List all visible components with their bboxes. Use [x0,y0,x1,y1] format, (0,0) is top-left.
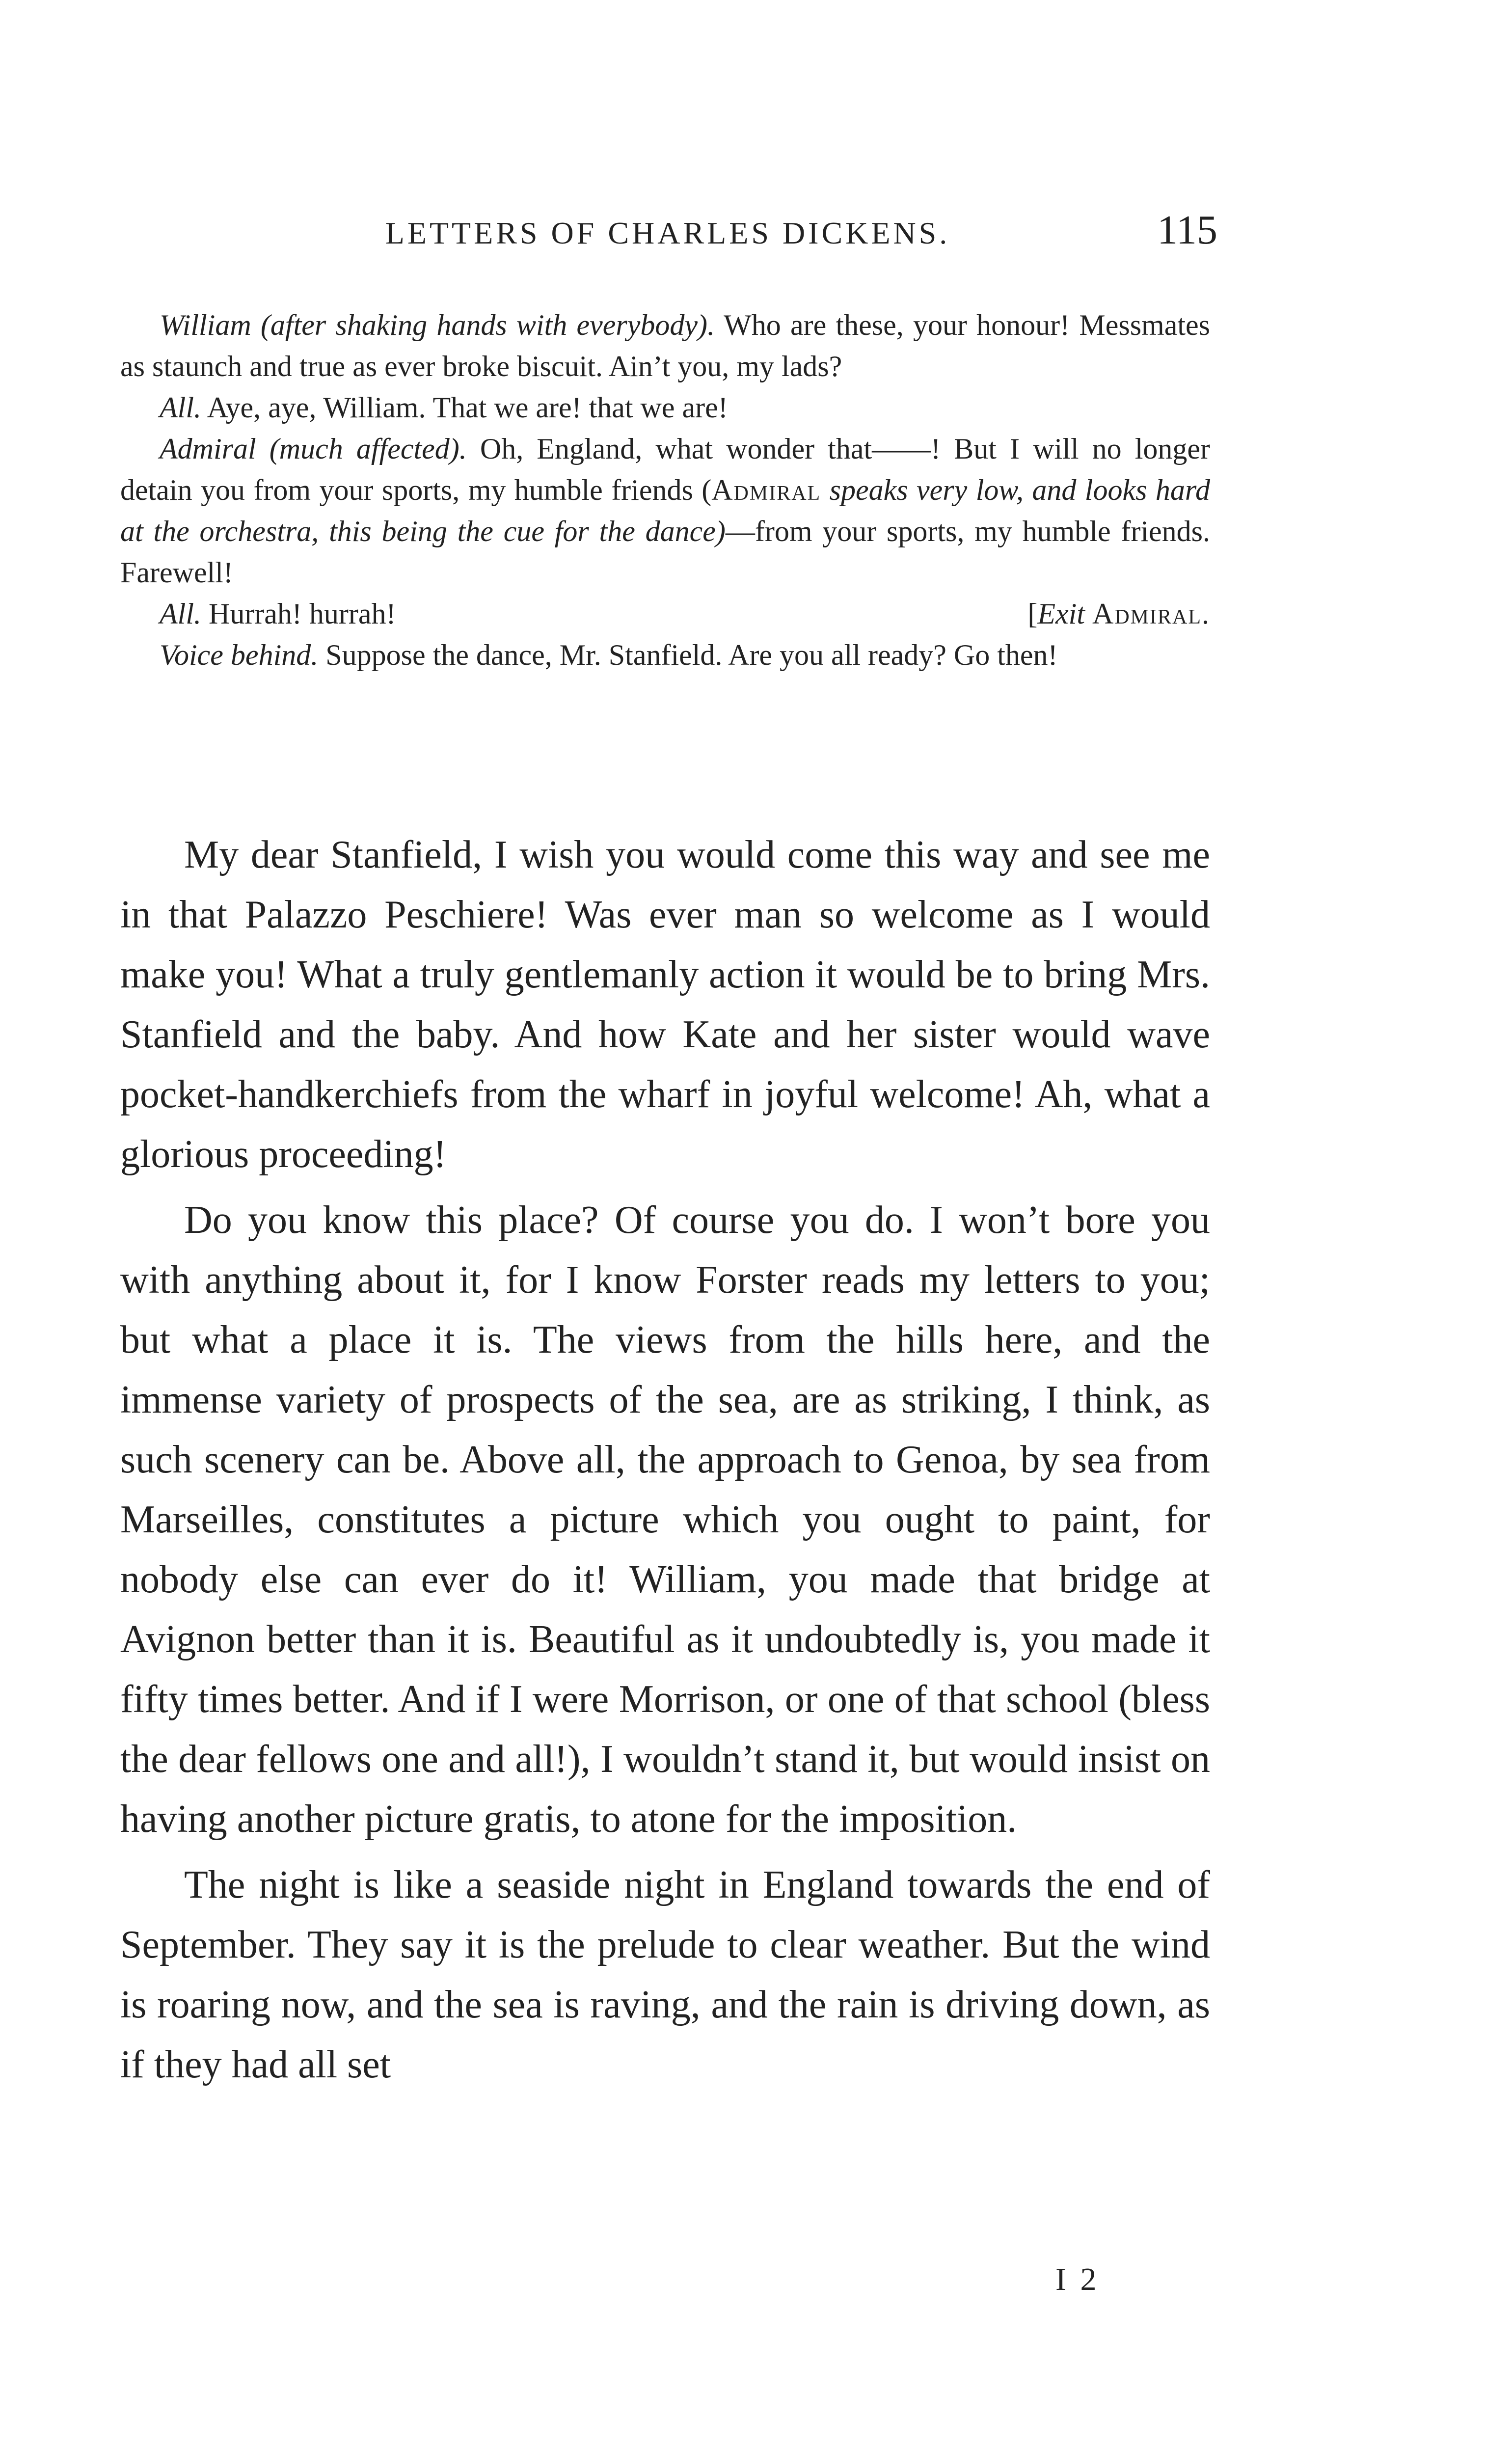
dialogue-text: my lads? [736,350,842,382]
dialogue-all-1 [120,387,1210,428]
speaker-admiral: Admiral [160,433,256,465]
dialogue-text: Who are these, your honour! Messmates as staunch and true as ever broke biscuit. Ain’t you, [120,309,1210,382]
exit-word: Exit [1037,598,1085,630]
dialogue-text: Suppose the dance, Mr. Stanfield. Are you all ready? Go then! [318,639,1058,671]
speaker-voice: Voice behind. [160,639,319,671]
page-number: 115 [1157,207,1217,253]
stage-direction: (much affected). [269,433,467,465]
dialogue-text: Aye, aye, William. That we are! that we are! [201,391,728,424]
letter-body [120,825,1210,2100]
speaker-all: All. [160,391,201,424]
dialogue-block [120,304,1210,676]
dialogue-line [160,593,396,634]
paragraph: My dear Stanfield, I wish you would come this way and see me in that Palazzo Peschiere! Was ever man so welcome as I would make you! What a truly gentlemanly action it would be to bring Mrs. Stanfield and the baby. And how Kate and her sister would wave pocket-handkerchiefs from the wharf in joyful welcome! Ah, what a glorious proceeding! [120,833,1210,1176]
dialogue-text: Oh, England, what wonder that——! But I will no longer detain you from your sports, my humble friends ( [120,433,1211,506]
paragraph: Do you know this place? Of course you do. I won’t bore you with anything about it, for I know Forster reads my letters to you; but what a place it is. The views from the hills here, and the immense variety of prospects of the sea, are as striking, I think, as such scenery can be. Above all, the approach to Genoa, by sea from Marseilles, constitutes a picture which you ought to paint, for nobody else can ever do it! William, you made that bridge at Avignon better than it is. Beautiful as it undoubtedly is, you made it fifty times better. And if I were Morrison, or one of that school (bless the dear fellows one and all!), I wouldn’t stand it, but would insist on having another picture gratis, to atone for the imposition. [120,1198,1210,1841]
dialogue-admiral [120,428,1210,593]
running-head: LETTERS OF CHARLES DICKENS. [385,216,950,250]
paragraph: The night is like a seaside night in England towards the end of September. They say it is the prelude to clear weather. But the wind is roaring now, and the sea is raving, and the rain is driving down, as if they had all set [120,1863,1210,2086]
speaker-william: William [160,309,251,341]
exit-bracket: [ [1027,598,1038,630]
stage-direction: speaks very low, and looks hard at the orchestra, this being the cue for the dance) [120,474,1210,547]
dialogue-william [120,304,1210,387]
page-header [118,206,1217,260]
signature-mark: I 2 [1055,2261,1100,2297]
speaker-all: All. [160,598,201,630]
admiral-small-caps: Admiral [711,474,821,506]
dialogue-text: —from your sports, my humble friends. Farewell! [120,515,1210,589]
exit-admiral: Admiral. [1092,598,1210,630]
stage-direction: (after shaking hands with everybody). [260,309,715,341]
dialogue-voice [120,634,1210,676]
exit-direction [1027,593,1210,634]
dialogue-text: Hurrah! hurrah! [201,598,396,630]
dialogue-all-2 [120,593,1210,634]
